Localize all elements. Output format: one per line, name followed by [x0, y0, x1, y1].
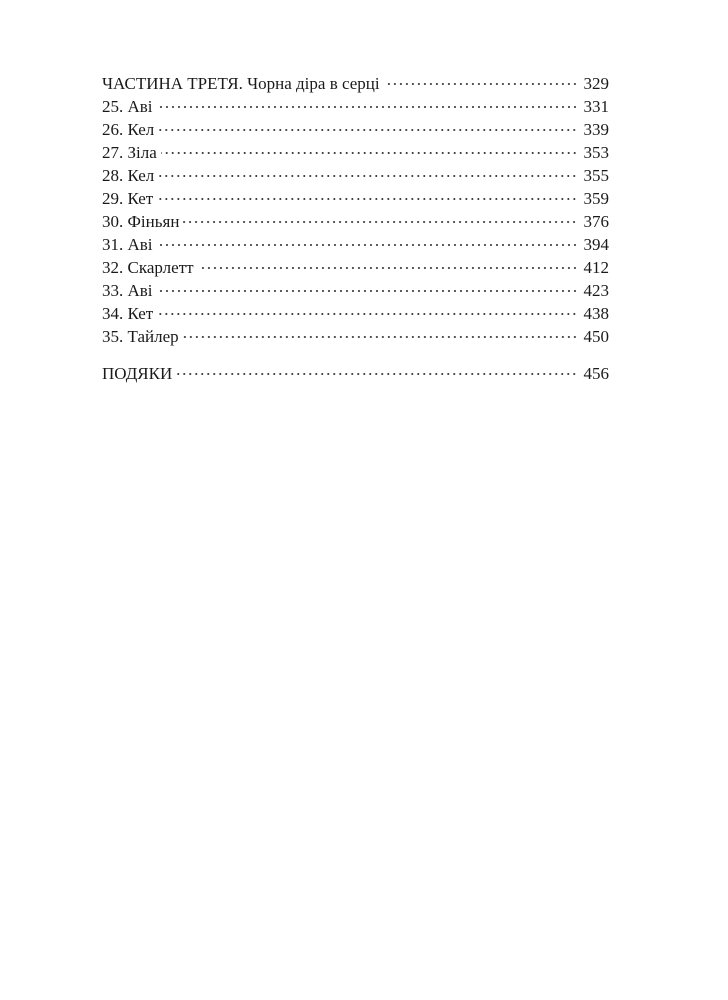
toc-page-number: 339 — [583, 120, 609, 139]
toc-entry-label: 35. Тайлер — [102, 327, 179, 346]
dot-leader — [183, 221, 577, 223]
toc-entry — [102, 210, 609, 233]
toc-acknowledgements — [102, 362, 609, 385]
toc-page-number: 355 — [583, 166, 609, 185]
toc-page-number: 331 — [583, 97, 609, 116]
toc-page-number: 450 — [583, 327, 609, 346]
toc-page-number: 412 — [583, 258, 609, 277]
toc-entry-label: 27. Зіла — [102, 143, 157, 162]
dot-leader — [157, 198, 577, 200]
toc-entry — [102, 279, 609, 302]
toc-entry — [102, 256, 609, 279]
toc-page-number: 329 — [583, 74, 609, 93]
toc-page-number: 353 — [583, 143, 609, 162]
toc-entry-label: 34. Кет — [102, 304, 154, 323]
toc-entry-label: 25. Аві — [102, 97, 153, 116]
dot-leader — [384, 83, 578, 85]
toc-entry-label: 28. Кел — [102, 166, 155, 185]
dot-leader — [176, 373, 577, 375]
dot-leader — [158, 175, 577, 177]
toc-page-number: 423 — [583, 281, 609, 300]
toc-page-number: 456 — [583, 364, 609, 383]
toc-page-number: 359 — [583, 189, 609, 208]
dot-leader — [198, 267, 578, 269]
dot-leader — [157, 290, 578, 292]
toc-entry-label: 33. Аві — [102, 281, 153, 300]
dot-leader — [157, 244, 578, 246]
toc-entry-label: ПОДЯКИ — [102, 364, 173, 383]
dot-leader — [158, 129, 577, 131]
toc-entry-label: 29. Кет — [102, 189, 154, 208]
toc-page-number: 394 — [583, 235, 609, 254]
toc-page-number: 438 — [583, 304, 609, 323]
toc-entry — [102, 187, 609, 210]
table-of-contents — [102, 72, 609, 385]
toc-entry-label: 32. Скарлетт — [102, 258, 194, 277]
dot-leader — [157, 106, 578, 108]
toc-page-number: 376 — [583, 212, 609, 231]
toc-part-heading — [102, 72, 609, 95]
dot-leader — [183, 336, 578, 338]
toc-entry-label: 30. Фіньян — [102, 212, 180, 231]
toc-entry — [102, 118, 609, 141]
dot-leader — [157, 313, 577, 315]
toc-entry — [102, 325, 609, 348]
toc-entry — [102, 141, 609, 164]
toc-entry-label: ЧАСТИНА ТРЕТЯ. Чорна діра в серці — [102, 74, 380, 93]
toc-entry-label: 26. Кел — [102, 120, 155, 139]
toc-entry — [102, 95, 609, 118]
toc-entry — [102, 164, 609, 187]
toc-entry — [102, 302, 609, 325]
toc-entry — [102, 233, 609, 256]
toc-entry-label: 31. Аві — [102, 235, 153, 254]
dot-leader — [161, 152, 578, 154]
